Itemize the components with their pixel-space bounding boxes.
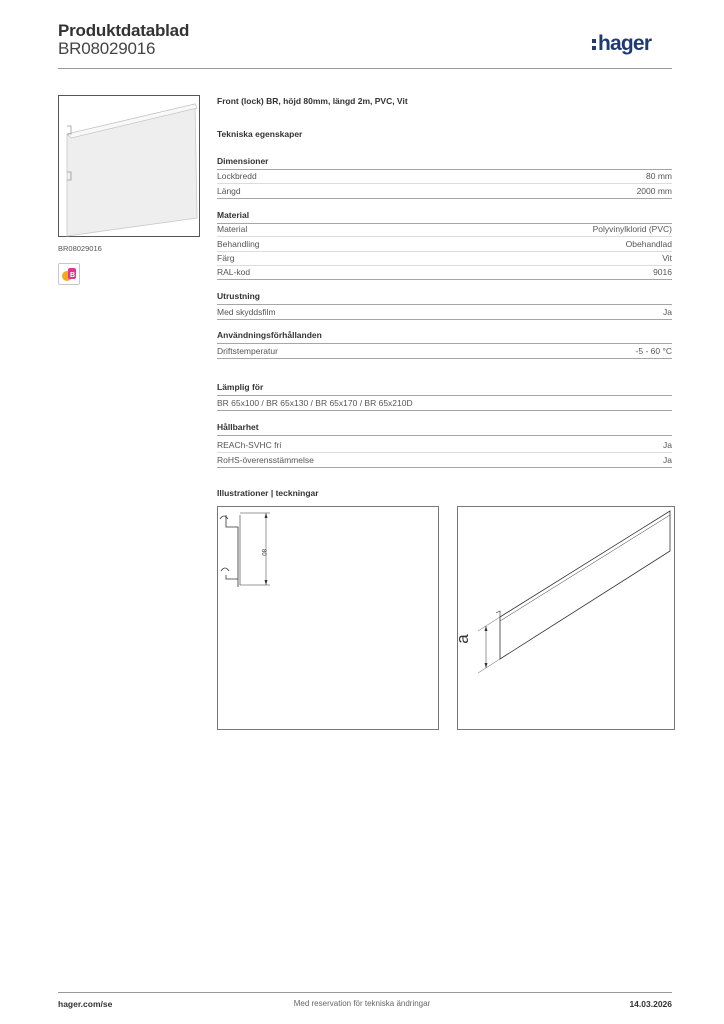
spec-row (217, 344, 672, 359)
spec-label: Material (217, 224, 248, 234)
dimension-label: a (453, 634, 472, 644)
section-title-equipment: Utrustning (217, 291, 672, 305)
spec-value: Ja (663, 440, 672, 450)
product-description: Front (lock) BR, höjd 80mm, längd 2m, PVC, Vit (217, 96, 408, 106)
spec-label: REACh-SVHC fri (217, 440, 282, 450)
profile-drawing (217, 506, 439, 730)
section-title-conditions: Användningsförhållanden (217, 330, 672, 344)
spec-row (217, 237, 672, 252)
image-caption: BR08029016 (58, 244, 102, 253)
spec-row (217, 305, 672, 320)
spec-label: Med skyddsfilm (217, 307, 276, 317)
technical-heading: Tekniska egenskaper (217, 129, 303, 139)
spec-label: Lockbredd (217, 171, 257, 181)
spec-value: Ja (663, 455, 672, 465)
spec-row (217, 453, 672, 468)
footer-website: hager.com/se (58, 999, 113, 1009)
section-title-material: Material (217, 210, 672, 224)
spec-value: 2000 mm (636, 186, 672, 196)
spec-value: Polyvinylklorid (PVC) (592, 224, 672, 234)
spec-value: -5 - 60 °C (635, 346, 672, 356)
spec-value: Vit (662, 253, 672, 263)
footer-date: 14.03.2026 (629, 999, 672, 1009)
isometric-drawing (453, 506, 675, 730)
spec-value: Ja (663, 307, 672, 317)
spec-row (217, 438, 672, 453)
spec-value: 80 mm (646, 171, 672, 181)
spec-value: 9016 (653, 267, 672, 277)
footer-disclaimer: Med reservation för tekniska ändringar (293, 999, 431, 1008)
spec-label: Längd (217, 186, 241, 196)
spec-label: BR 65x100 / BR 65x130 / BR 65x170 / BR 65x210D (217, 398, 413, 408)
spec-label: Färg (217, 253, 235, 263)
spec-row (217, 265, 672, 280)
document-title: Produktdatablad (58, 21, 190, 40)
section-title-sustainability: Hållbarhet (217, 422, 672, 436)
spec-label: Driftstemperatur (217, 346, 278, 356)
spec-row (217, 396, 672, 411)
section-title-dimensions: Dimensioner (217, 156, 672, 170)
spec-label: RAL-kod (217, 267, 251, 277)
hager-logo (591, 28, 675, 58)
svg-text:B: B (70, 272, 76, 279)
eco-label-icon (58, 263, 80, 285)
spec-label: Behandling (217, 239, 260, 249)
spec-value: Obehandlad (625, 239, 672, 249)
brand-name: hager (598, 32, 652, 55)
product-code: BR08029016 (58, 39, 156, 58)
illustrations-heading: Illustrationer | teckningar (217, 488, 319, 498)
spec-label: RoHS-överensstämmelse (217, 455, 314, 465)
dimension-label: 80 (260, 549, 266, 556)
spec-row (217, 222, 672, 237)
spec-row (217, 251, 672, 266)
product-image (58, 95, 200, 237)
section-title-suitable-for: Lämplig för (217, 382, 672, 396)
spec-row (217, 184, 672, 199)
spec-row (217, 169, 672, 184)
footer-divider (58, 992, 672, 993)
header-divider (58, 68, 672, 69)
